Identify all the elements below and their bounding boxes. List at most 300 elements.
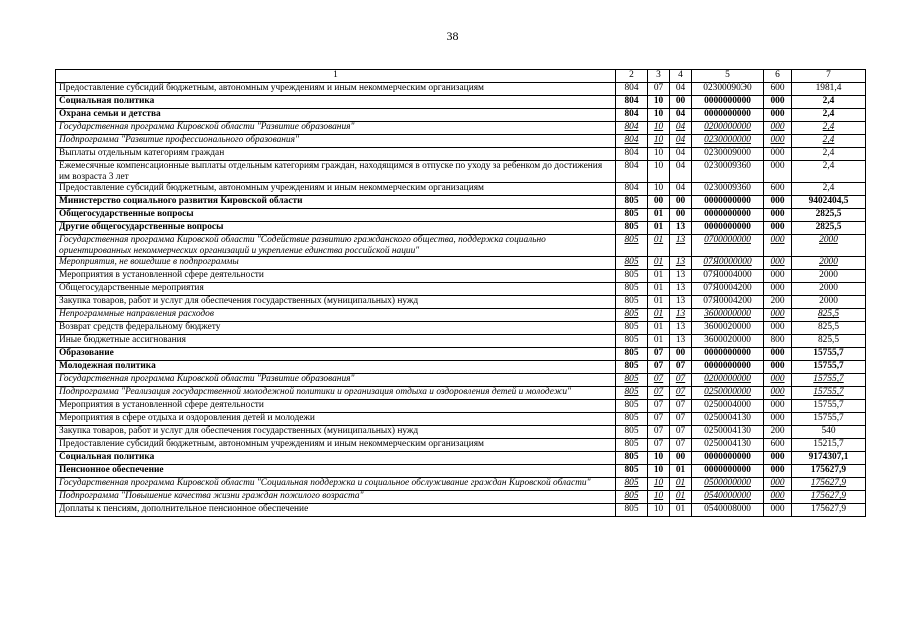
section-code-cell-text: 10 (653, 135, 664, 145)
ministry-code-cell (616, 209, 648, 222)
subsection-code-cell-text: 04 (675, 109, 686, 119)
expense-type-cell (764, 283, 792, 296)
ministry-code-cell-text: 805 (624, 374, 639, 385)
ministry-code-cell-text: 805 (624, 478, 639, 489)
target-item-code-cell (692, 222, 764, 235)
table-row (56, 491, 866, 504)
section-code-cell-text: 10 (653, 109, 664, 119)
expense-type-cell-text: 000 (770, 283, 785, 294)
target-item-code-cell-text: 0000000000 (704, 361, 751, 372)
subsection-code-cell (670, 322, 692, 335)
target-item-code-cell (692, 109, 764, 122)
amount-cell-text: 15215,7 (813, 439, 844, 450)
subsection-code-cell-text: 00 (675, 196, 686, 207)
ministry-code-cell-text: 805 (624, 309, 639, 320)
table-row (56, 148, 866, 161)
target-item-code-cell (692, 96, 764, 109)
target-item-code-cell (692, 387, 764, 400)
amount-cell (792, 478, 866, 491)
subsection-code-cell-text: 13 (675, 296, 686, 307)
amount-cell-text: 15755,7 (813, 361, 844, 372)
row-name-cell-text: Пенсионное обеспечение (59, 465, 164, 476)
expense-type-cell-text: 000 (770, 209, 785, 220)
target-item-code-cell-text: 07Я0000000 (703, 257, 752, 268)
row-name-cell-text: Ежемесячные компенсационные выплаты отдельным категориям граждан, находящимся в отпуске по уходу за ребенком до достижения им возраста 3 лет (59, 161, 603, 182)
section-code-cell (648, 452, 670, 465)
section-code-cell (648, 374, 670, 387)
subsection-code-cell (670, 439, 692, 452)
amount-cell-text: 2,4 (822, 148, 835, 158)
amount-cell (792, 491, 866, 504)
row-name-cell (56, 335, 616, 348)
table-row (56, 374, 866, 387)
ministry-code-cell (616, 361, 648, 374)
target-item-code-cell (692, 257, 764, 270)
target-item-code-cell (692, 209, 764, 222)
target-item-code-cell-text: 0000000000 (704, 452, 751, 463)
section-code-cell-text: 10 (653, 504, 664, 515)
ministry-code-cell (616, 283, 648, 296)
subsection-code-cell (670, 465, 692, 478)
row-name-cell-text: Закупка товаров, работ и услуг для обеспечения государственных (муниципальных) нужд (59, 426, 419, 437)
target-item-code-cell (692, 491, 764, 504)
expense-type-cell-text: 000 (770, 257, 785, 268)
section-code-cell (648, 96, 670, 109)
amount-cell-text: 15755,7 (813, 374, 844, 385)
section-code-cell-text: 01 (653, 270, 664, 281)
amount-cell (792, 209, 866, 222)
amount-cell-text: 825,5 (817, 335, 840, 346)
row-name-cell-text: Доплаты к пенсиям, дополнительное пенсионное обеспечение (59, 504, 309, 515)
subsection-code-cell (670, 296, 692, 309)
row-name-cell (56, 222, 616, 235)
subsection-code-cell (670, 135, 692, 148)
target-item-code-cell-text: 0200000000 (704, 122, 751, 132)
ministry-code-cell-text: 805 (624, 439, 639, 450)
amount-cell (792, 322, 866, 335)
subsection-code-cell (670, 309, 692, 322)
expense-type-cell-text: 000 (770, 387, 785, 398)
amount-cell-text: 175627,9 (810, 465, 847, 476)
amount-cell-text: 2000 (819, 283, 838, 294)
row-name-cell (56, 183, 616, 196)
ministry-code-cell-text: 805 (624, 335, 639, 346)
row-name-cell (56, 196, 616, 209)
ministry-code-cell (616, 413, 648, 426)
target-item-code-cell (692, 413, 764, 426)
target-item-code-cell (692, 426, 764, 439)
section-code-cell-text: 10 (653, 452, 664, 463)
row-name-cell (56, 135, 616, 148)
table-row (56, 439, 866, 452)
amount-cell-text: 2000 (819, 257, 838, 268)
ministry-code-cell (616, 439, 648, 452)
row-name-cell (56, 413, 616, 426)
row-name-cell-text: Непрограммные направления расходов (59, 309, 214, 320)
subsection-code-cell-text: 13 (675, 270, 686, 281)
row-name-cell (56, 209, 616, 222)
target-item-code-cell (692, 270, 764, 283)
amount-cell-text: 2000 (819, 235, 838, 246)
expense-type-cell-text: 600 (770, 83, 785, 93)
expense-type-cell (764, 387, 792, 400)
ministry-code-cell (616, 452, 648, 465)
ministry-code-cell (616, 491, 648, 504)
amount-cell (792, 465, 866, 478)
section-code-cell-text: 10 (653, 183, 664, 194)
amount-cell (792, 400, 866, 413)
ministry-code-cell (616, 322, 648, 335)
expense-type-cell (764, 222, 792, 235)
section-code-cell-text: 07 (653, 348, 664, 359)
subsection-code-cell-text: 13 (675, 257, 686, 268)
row-name-cell-text: Предоставление субсидий бюджетным, автономным учреждениям и иным некоммерческим организациям (59, 183, 484, 194)
expense-type-cell (764, 96, 792, 109)
ministry-code-cell-text: 805 (624, 257, 639, 268)
ministry-code-cell (616, 309, 648, 322)
ministry-code-cell-text: 805 (624, 283, 639, 294)
ministry-code-cell (616, 504, 648, 517)
table-row (56, 387, 866, 400)
ministry-code-cell (616, 387, 648, 400)
row-name-cell-text: Социальная политика (59, 96, 155, 106)
expense-type-cell (764, 196, 792, 209)
section-code-cell (648, 83, 670, 96)
subsection-code-cell (670, 209, 692, 222)
amount-cell (792, 257, 866, 270)
subsection-code-cell-text: 04 (675, 183, 686, 194)
ministry-code-cell-text: 805 (624, 413, 639, 424)
amount-cell-text: 825,5 (817, 322, 840, 333)
amount-cell-text: 175627,9 (810, 504, 847, 515)
target-item-code-cell (692, 374, 764, 387)
target-item-code-cell (692, 504, 764, 517)
section-code-cell-text: 01 (653, 257, 664, 268)
target-item-code-cell-text: 0700000000 (704, 235, 751, 246)
section-code-cell (648, 122, 670, 135)
table-row (56, 183, 866, 196)
amount-cell (792, 122, 866, 135)
target-item-code-cell-text: 0250000000 (704, 387, 751, 398)
row-name-cell (56, 439, 616, 452)
amount-cell-text: 540 (821, 426, 836, 437)
row-name-cell-text: Мероприятия, не вошедшие в подпрограммы (59, 257, 239, 268)
section-code-cell (648, 387, 670, 400)
expense-type-cell (764, 400, 792, 413)
section-code-cell-text: 01 (653, 235, 664, 246)
target-item-code-cell-text: 0000000000 (704, 109, 751, 119)
amount-cell (792, 335, 866, 348)
amount-cell (792, 413, 866, 426)
target-item-code-cell-text: 0230009000 (704, 148, 751, 158)
row-name-cell (56, 270, 616, 283)
table-row (56, 270, 866, 283)
amount-cell (792, 109, 866, 122)
row-name-cell-text: Возврат средств федеральному бюджету (59, 322, 221, 333)
amount-cell (792, 374, 866, 387)
expense-type-cell (764, 348, 792, 361)
row-name-cell (56, 426, 616, 439)
row-name-cell-text: Подпрограмма "Развитие профессионального образования" (59, 135, 299, 145)
expense-type-cell-text: 000 (770, 196, 785, 207)
section-code-cell-text: 01 (653, 335, 664, 346)
table-row (56, 361, 866, 374)
target-item-code-cell (692, 135, 764, 148)
ministry-code-cell (616, 465, 648, 478)
row-name-cell-text: Мероприятия в установленной сфере деятельности (59, 400, 264, 411)
section-code-cell (648, 222, 670, 235)
target-item-code-cell-text: 0000000000 (704, 196, 751, 207)
ministry-code-cell (616, 335, 648, 348)
row-name-cell-text: Мероприятия в установленной сфере деятельности (59, 270, 264, 281)
section-code-cell (648, 135, 670, 148)
subsection-code-cell (670, 270, 692, 283)
section-code-cell (648, 322, 670, 335)
subsection-code-cell-text: 01 (675, 491, 686, 502)
page-number: 38 (446, 29, 459, 43)
row-name-cell (56, 235, 616, 257)
column-header: 1 (56, 70, 616, 83)
row-name-cell-text: Общегосударственные мероприятия (59, 283, 204, 294)
subsection-code-cell-text: 07 (675, 400, 686, 411)
amount-cell-text: 2,4 (822, 109, 835, 119)
row-name-cell (56, 361, 616, 374)
target-item-code-cell (692, 452, 764, 465)
row-name-cell (56, 387, 616, 400)
ministry-code-cell-text: 805 (624, 296, 639, 307)
row-name-cell (56, 309, 616, 322)
subsection-code-cell-text: 01 (675, 478, 686, 489)
table-row (56, 96, 866, 109)
amount-cell-text: 2,4 (822, 183, 835, 194)
row-name-cell (56, 122, 616, 135)
subsection-code-cell (670, 161, 692, 183)
section-code-cell (648, 196, 670, 209)
amount-cell-text: 175627,9 (810, 478, 847, 489)
target-item-code-cell-text: 0250004130 (704, 439, 751, 450)
target-item-code-cell (692, 122, 764, 135)
row-name-cell (56, 83, 616, 96)
ministry-code-cell-text: 805 (624, 209, 639, 220)
expense-type-cell (764, 183, 792, 196)
amount-cell-text: 15755,7 (813, 387, 844, 398)
target-item-code-cell (692, 478, 764, 491)
amount-cell (792, 235, 866, 257)
table-row (56, 504, 866, 517)
ministry-code-cell (616, 374, 648, 387)
subsection-code-cell (670, 504, 692, 517)
table-row (56, 209, 866, 222)
amount-cell-text: 15755,7 (813, 400, 844, 411)
ministry-code-cell-text: 805 (624, 387, 639, 398)
expense-type-cell-text: 000 (770, 309, 785, 320)
amount-cell (792, 161, 866, 183)
subsection-code-cell-text: 00 (675, 209, 686, 220)
subsection-code-cell (670, 222, 692, 235)
expense-type-cell-text: 000 (770, 122, 785, 132)
row-name-cell-text: Другие общегосударственные вопросы (59, 222, 224, 233)
target-item-code-cell-text: 0250004130 (704, 426, 751, 437)
row-name-cell-text: Государственная программа Кировской области "Социальная поддержка и социальное обслуживание граждан Кировской области" (59, 478, 591, 489)
table-row (56, 135, 866, 148)
section-code-cell (648, 504, 670, 517)
subsection-code-cell (670, 387, 692, 400)
expense-type-cell (764, 322, 792, 335)
target-item-code-cell-text: 3600020000 (704, 322, 751, 333)
ministry-code-cell-text: 804 (624, 122, 639, 132)
column-header: 3 (648, 70, 670, 83)
row-name-cell-text: Иные бюджетные ассигнования (59, 335, 186, 346)
target-item-code-cell-text: 0000000000 (704, 465, 751, 476)
table-row (56, 122, 866, 135)
target-item-code-cell (692, 196, 764, 209)
ministry-code-cell-text: 805 (624, 222, 639, 233)
row-name-cell (56, 478, 616, 491)
table-row (56, 161, 866, 183)
subsection-code-cell-text: 04 (675, 161, 686, 171)
section-code-cell-text: 10 (653, 148, 664, 158)
section-code-cell (648, 478, 670, 491)
target-item-code-cell-text: 0200000000 (704, 374, 751, 385)
ministry-code-cell-text: 805 (624, 452, 639, 463)
expense-type-cell-text: 000 (770, 348, 785, 359)
expense-type-cell-text: 600 (770, 439, 785, 450)
expense-type-cell (764, 426, 792, 439)
section-code-cell-text: 01 (653, 296, 664, 307)
ministry-code-cell (616, 183, 648, 196)
ministry-code-cell (616, 400, 648, 413)
subsection-code-cell (670, 196, 692, 209)
amount-cell-text: 15755,7 (813, 413, 844, 424)
row-name-cell-text: Образование (59, 348, 114, 359)
amount-cell (792, 283, 866, 296)
section-code-cell (648, 183, 670, 196)
section-code-cell (648, 148, 670, 161)
amount-cell (792, 452, 866, 465)
target-item-code-cell (692, 400, 764, 413)
section-code-cell (648, 309, 670, 322)
ministry-code-cell (616, 426, 648, 439)
amount-cell (792, 270, 866, 283)
ministry-code-cell (616, 222, 648, 235)
expense-type-cell-text: 000 (770, 374, 785, 385)
section-code-cell-text: 07 (653, 413, 664, 424)
subsection-code-cell-text: 13 (675, 335, 686, 346)
subsection-code-cell-text: 00 (675, 452, 686, 463)
table-row (56, 296, 866, 309)
ministry-code-cell (616, 296, 648, 309)
table-row (56, 452, 866, 465)
section-code-cell-text: 10 (653, 478, 664, 489)
row-name-cell-text: Предоставление субсидий бюджетным, автономным учреждениям и иным некоммерческим организациям (59, 439, 484, 450)
row-name-cell (56, 109, 616, 122)
expense-type-cell-text: 000 (770, 491, 785, 502)
row-name-cell-text: Подпрограмма "Повышение качества жизни граждан пожилого возраста" (59, 491, 364, 502)
expense-type-cell (764, 335, 792, 348)
table-row (56, 309, 866, 322)
ministry-code-cell-text: 804 (624, 148, 639, 158)
amount-cell-text: 2,4 (822, 96, 835, 106)
section-code-cell (648, 413, 670, 426)
table-row (56, 413, 866, 426)
expense-type-cell (764, 122, 792, 135)
subsection-code-cell-text: 07 (675, 426, 686, 437)
amount-cell-text: 9402404,5 (808, 196, 849, 207)
expense-type-cell (764, 465, 792, 478)
section-code-cell-text: 00 (653, 196, 664, 207)
subsection-code-cell (670, 283, 692, 296)
amount-cell (792, 504, 866, 517)
row-name-cell (56, 374, 616, 387)
target-item-code-cell-text: 0230009360 (704, 183, 751, 194)
subsection-code-cell (670, 122, 692, 135)
expense-type-cell-text: 800 (770, 335, 785, 346)
ministry-code-cell (616, 235, 648, 257)
target-item-code-cell (692, 335, 764, 348)
target-item-code-cell (692, 322, 764, 335)
expense-type-cell-text: 000 (770, 504, 785, 515)
section-code-cell (648, 109, 670, 122)
expense-type-cell (764, 270, 792, 283)
section-code-cell-text: 01 (653, 322, 664, 333)
ministry-code-cell-text: 805 (624, 361, 639, 372)
expense-type-cell-text: 000 (770, 109, 785, 119)
subsection-code-cell-text: 07 (675, 413, 686, 424)
expense-type-cell-text: 000 (770, 96, 785, 106)
subsection-code-cell (670, 109, 692, 122)
section-code-cell (648, 209, 670, 222)
subsection-code-cell (670, 183, 692, 196)
expense-type-cell (764, 109, 792, 122)
target-item-code-cell (692, 161, 764, 183)
section-code-cell-text: 07 (653, 426, 664, 437)
row-name-cell-text: Государственная программа Кировской области "Содействие развитию гражданского общества, поддержка социально ориентированных некоммерческих организаций и укрепление единства российской нации" (59, 235, 546, 256)
subsection-code-cell-text: 00 (675, 96, 686, 106)
amount-cell-text: 2,4 (822, 122, 835, 132)
section-code-cell (648, 270, 670, 283)
row-name-cell-text: Социальная политика (59, 452, 155, 463)
expense-type-cell-text: 000 (770, 465, 785, 476)
section-code-cell-text: 10 (653, 96, 664, 106)
row-name-cell (56, 322, 616, 335)
target-item-code-cell-text: 0540000000 (704, 491, 751, 502)
ministry-code-cell-text: 805 (624, 322, 639, 333)
expense-type-cell (764, 148, 792, 161)
row-name-cell-text: Молодежная политика (59, 361, 156, 372)
ministry-code-cell (616, 83, 648, 96)
ministry-code-cell (616, 122, 648, 135)
target-item-code-cell-text: 0000000000 (704, 96, 751, 106)
subsection-code-cell-text: 01 (675, 504, 686, 515)
subsection-code-cell-text: 04 (675, 83, 686, 93)
table-row (56, 478, 866, 491)
expense-type-cell-text: 000 (770, 478, 785, 489)
expense-type-cell-text: 000 (770, 222, 785, 233)
row-name-cell (56, 161, 616, 183)
column-header: 6 (764, 70, 792, 83)
amount-cell-text: 175627,9 (810, 491, 847, 502)
row-name-cell-text: Государственная программа Кировской области "Развитие образования" (59, 122, 355, 132)
target-item-code-cell-text: 3600000000 (704, 309, 751, 320)
ministry-code-cell (616, 270, 648, 283)
target-item-code-cell-text: 0540008000 (704, 504, 751, 515)
subsection-code-cell (670, 257, 692, 270)
target-item-code-cell-text: 0000000000 (704, 222, 751, 233)
amount-cell (792, 387, 866, 400)
ministry-code-cell-text: 804 (624, 183, 639, 194)
expense-type-cell-text: 000 (770, 400, 785, 411)
row-name-cell (56, 465, 616, 478)
